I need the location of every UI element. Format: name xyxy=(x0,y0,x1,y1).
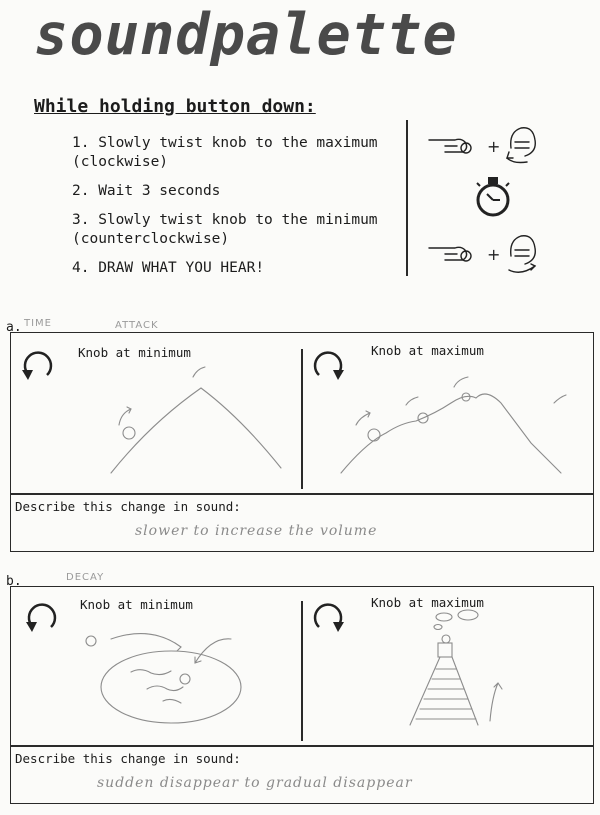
section-a-right-label: Knob at maximum xyxy=(371,343,484,358)
section-b-note-decay: DECAY xyxy=(66,572,105,583)
section-b-panel xyxy=(10,586,594,804)
section-a-describe-label: Describe this change in sound: xyxy=(15,499,241,514)
section-a-note-attack: ATTACK xyxy=(115,320,159,331)
section-b-right-label: Knob at maximum xyxy=(371,595,484,610)
section-a-label: a. xyxy=(6,320,22,335)
section-b-left-sketch xyxy=(71,617,271,742)
section-b-separator xyxy=(11,745,593,747)
page-title: soundpalette xyxy=(34,2,458,68)
section-b-label: b. xyxy=(6,574,22,589)
press-and-twist-clockwise-icon xyxy=(425,118,555,168)
section-a-separator xyxy=(11,493,593,495)
section-a-panel xyxy=(10,332,594,552)
step-2: 2. Wait 3 seconds xyxy=(72,183,221,199)
step-1: 1. Slowly twist knob to the maximum (clockwise) xyxy=(72,135,378,170)
section-a-left-label: Knob at minimum xyxy=(78,345,191,360)
instruction-steps xyxy=(72,134,402,288)
section-b-describe-label: Describe this change in sound: xyxy=(15,751,241,766)
clockwise-arrow-icon xyxy=(311,599,347,635)
step-4: 4. DRAW WHAT YOU HEAR! xyxy=(72,260,265,276)
section-b-left-label: Knob at minimum xyxy=(80,597,193,612)
counterclockwise-arrow-icon xyxy=(19,347,55,383)
step-3: 3. Slowly twist knob to the minimum (counterclockwise) xyxy=(72,212,378,247)
section-a-left-sketch xyxy=(91,363,301,488)
section-b-divider xyxy=(301,601,303,741)
instructions-heading: While holding button down: xyxy=(34,96,316,117)
section-a-divider xyxy=(301,349,303,489)
stopwatch-icon xyxy=(473,174,513,220)
press-and-twist-counterclockwise-icon xyxy=(425,226,555,278)
counterclockwise-arrow-icon xyxy=(23,599,59,635)
section-a-right-sketch xyxy=(336,363,576,488)
section-b-answer: sudden disappear to gradual disappear xyxy=(97,775,413,791)
section-a-answer: slower to increase the volume xyxy=(135,523,378,539)
svg-text:+: + xyxy=(487,245,501,264)
section-a-note-time: TIME xyxy=(24,318,53,329)
svg-text:+: + xyxy=(487,137,501,156)
section-b-right-sketch xyxy=(386,607,516,737)
instruction-icons xyxy=(425,118,555,278)
instructions-divider xyxy=(406,120,408,276)
